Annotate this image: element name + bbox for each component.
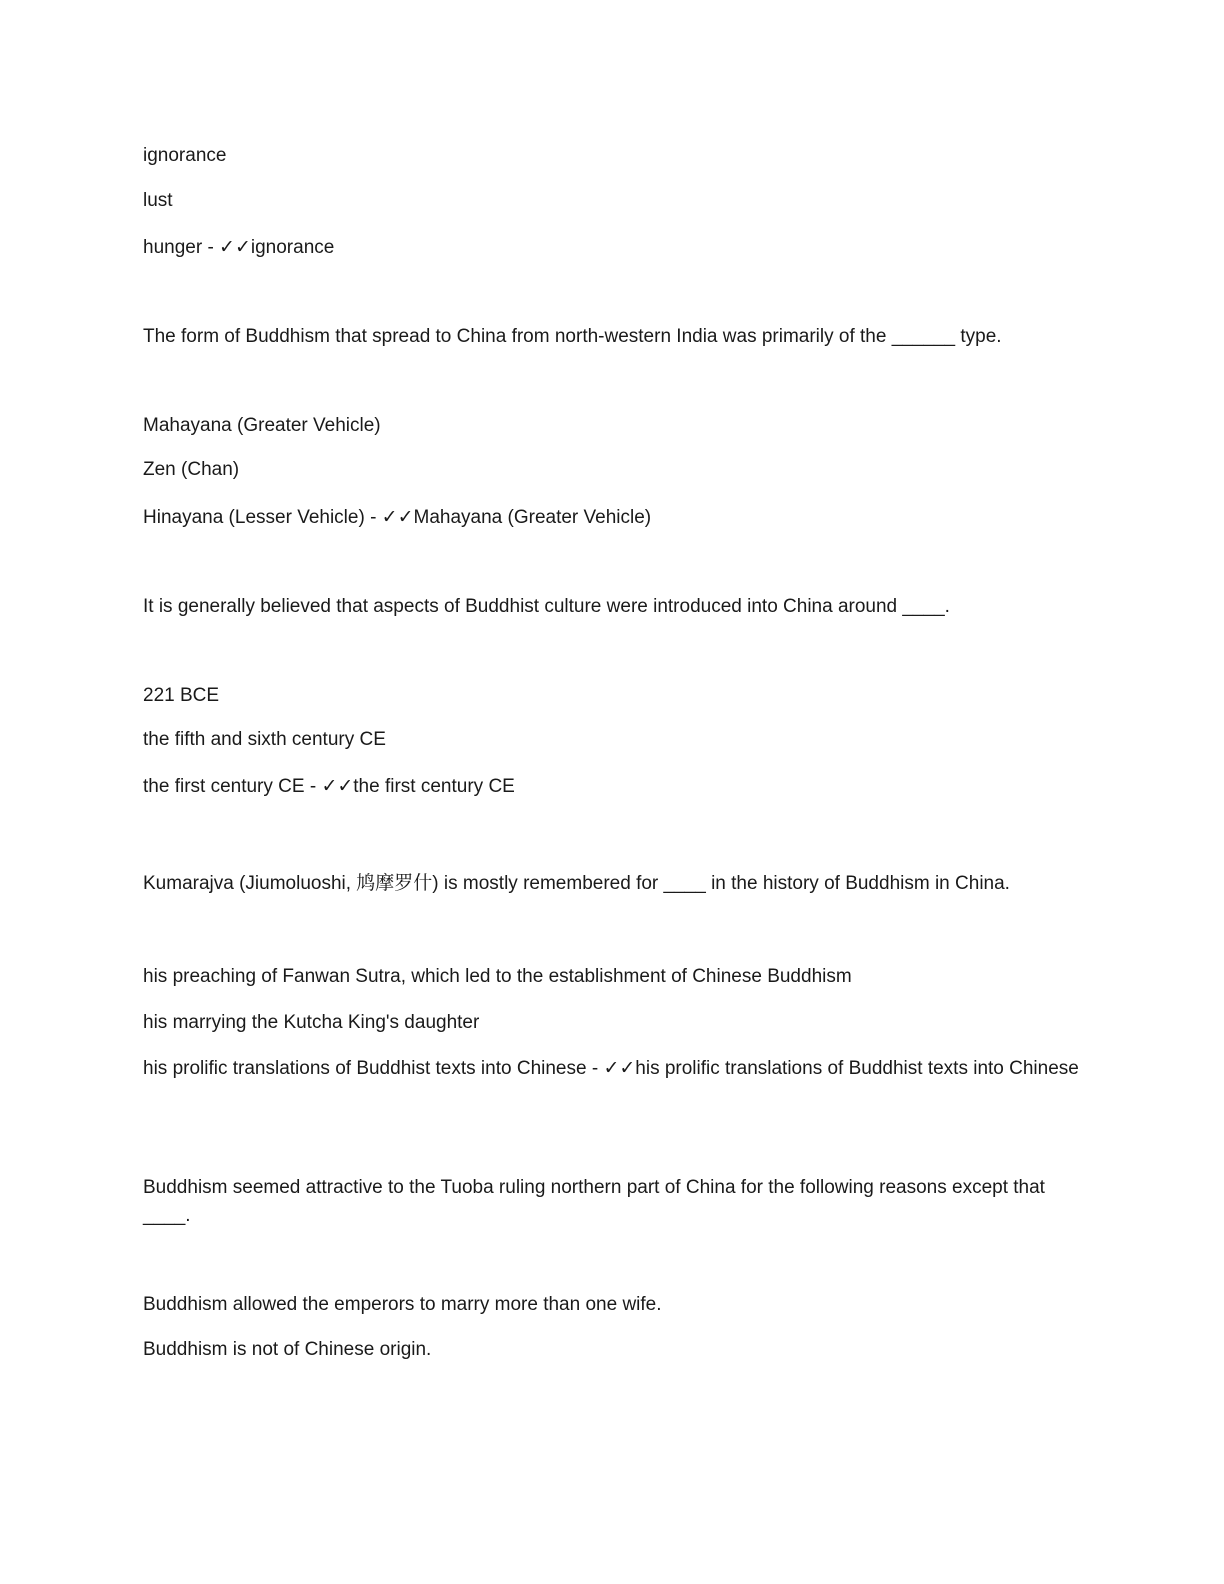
line-06: Zen (Chan): [143, 459, 240, 480]
line-01: ignorance: [143, 145, 227, 166]
line-08: It is generally believed that aspects of Buddhist culture were introduced into China around ____.: [143, 596, 950, 617]
line-05: Mahayana (Greater Vehicle): [143, 415, 381, 436]
line-14: his marrying the Kutcha King's daughter: [143, 1012, 480, 1033]
line-11: the first century CE - ✓✓the first century CE: [143, 776, 515, 797]
line-16: Buddhism seemed attractive to the Tuoba ruling northern part of China for the following reasons except that ____.: [143, 1177, 1045, 1226]
line-04: The form of Buddhism that spread to China from north-western India was primarily of the ______ type.: [143, 326, 1002, 347]
line-07: Hinayana (Lesser Vehicle) - ✓✓Mahayana (Greater Vehicle): [143, 507, 652, 528]
line-15: his prolific translations of Buddhist texts into Chinese - ✓✓his prolific translations of Buddhist texts into Chinese: [143, 1058, 1079, 1079]
line-10: the fifth and sixth century CE: [143, 729, 386, 750]
line-18: Buddhism is not of Chinese origin.: [143, 1339, 432, 1360]
line-02: lust: [143, 190, 173, 211]
line-17: Buddhism allowed the emperors to marry more than one wife.: [143, 1294, 662, 1315]
line-03: hunger - ✓✓ignorance: [143, 237, 335, 258]
line-12: Kumarajva (Jiumoluoshi, 鸠摩罗什) is mostly remembered for ____ in the history of Buddhism in China.: [143, 873, 1010, 894]
line-13: his preaching of Fanwan Sutra, which led to the establishment of Chinese Buddhism: [143, 966, 852, 987]
line-09: 221 BCE: [143, 685, 220, 706]
